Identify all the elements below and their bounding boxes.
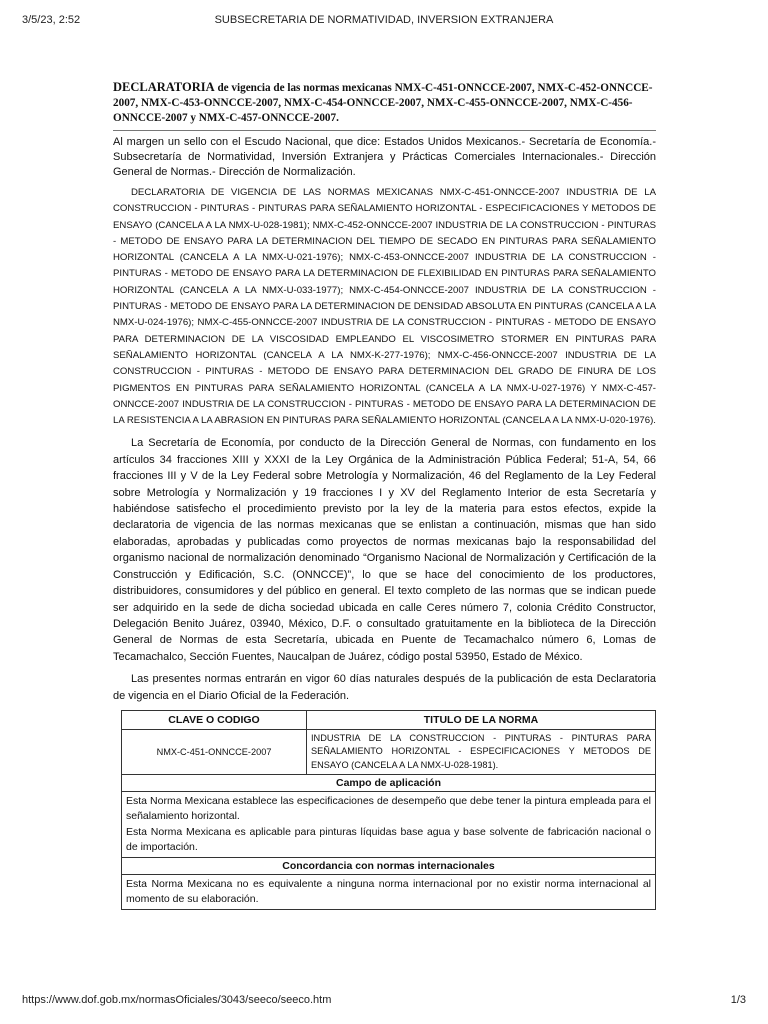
print-header xyxy=(22,14,746,30)
table-row xyxy=(122,729,656,775)
declaration-title xyxy=(113,80,656,131)
campo-heading: Campo de aplicación xyxy=(122,775,656,792)
campo-text-row xyxy=(122,792,656,858)
column-header-titulo: TITULO DE LA NORMA xyxy=(307,710,656,729)
table-header-row xyxy=(122,710,656,729)
body-paragraph-legal-basis: La Secretaría de Economía, por conducto de la Dirección General de Normas, con fundamento en los artículos 34 fracciones XIII y XXXI de la Ley Orgánica de la Administración Pública Federal; 51-A, 54, 66 fracciones III y V de la Ley Federal sobre Metrología y Normalización, 46 del Reglamento de la Ley Federal sobre Metrología y Normalización y 19 fracciones I y XV del Reglamento Interior de esta Secretaría y habiéndose satisfecho el procedimiento previsto por la ley de la materia para estos efectos, expide la declaratoria de vigencia de las normas mexicanas que se enlistan a continuación, mismas que han sido elaboradas, aprobadas y publicadas como proyectos de normas mexicanas bajo la responsabilidad del organismo nacional de normalización denominado “Organismo Nacional de Normalización y Certificación de la Construcción y Edificación, S.C. (ONNCCE)”, lo que se hace del conocimiento de los productores, distribuidores, consumidores y del público en general. El texto completo de las normas que se indican puede ser adquirido en la sede de dicha sociedad ubicada en calle Ceres número 7, colonia Crédito Constructor, Delegación Benito Juárez, 03940, México, D.F. o consultado gratuitamente en la biblioteca de la Dirección General de Normas de esta Secretaría, ubicada en Puente de Tecamachalco número 6, Lomas de Tecamachalco, Sección Fuentes, Naucalpan de Juárez, código postal 53950, Estado de México. xyxy=(113,437,656,663)
print-footer xyxy=(22,994,746,1010)
page-number: 1/3 xyxy=(730,994,746,1006)
concordancia-heading: Concordancia con normas internacionales xyxy=(122,858,656,875)
intro-paragraph: Al margen un sello con el Escudo Nacional, que dice: Estados Unidos Mexicanos.- Secretaría de Economía.- Subsecretaría de Normatividad, Inversión Extranjera y Prácticas Comerciales Internacionales.- Dirección General de Normas.- Dirección de Normalización. xyxy=(113,136,656,178)
concordancia-text: Esta Norma Mexicana no es equivalente a ninguna norma internacional por no existir norma internacional al momento de su elaboración. xyxy=(122,875,656,910)
campo-text-cell xyxy=(122,792,656,858)
page-url: https://www.dof.gob.mx/normasOficiales/3043/seeco/seeco.htm xyxy=(22,994,332,1006)
norms-table xyxy=(121,710,656,911)
print-date: 3/5/23, 2:52 xyxy=(22,14,81,26)
declaration-title-lead: DECLARATORIA xyxy=(113,80,215,94)
declaration-title-rest: de vigencia de las normas mexicanas NMX-C-451-ONNCCE-2007, NMX-C-452-ONNCCE-2007, NMX-C-453-ONNCCE-2007, NMX-C-454-ONNCCE-2007, NMX-C-455-ONNCCE-2007, NMX-C-456-ONNCCE-2007 y NMX-C-457-ONNCCE-2007. xyxy=(113,82,653,124)
declaration-caps-paragraph: DECLARATORIA DE VIGENCIA DE LAS NORMAS MEXICANAS NMX-C-451-ONNCCE-2007 INDUSTRIA DE LA CONSTRUCCION - PINTURAS - PINTURAS PARA SEÑALAMIENTO HORIZONTAL - ESPECIFICACIONES Y METODOS DE ENSAYO (CANCELA A LA NMX-U-028-1981); NMX-C-452-ONNCCE-2007 INDUSTRIA DE LA CONSTRUCCION - PINTURAS - METODO DE ENSAYO PARA LA DETERMINACION DEL TIEMPO DE SECADO EN PINTURAS PARA SEÑALAMIENTO HORIZONTAL (CANCELA A LA NMX-U-021-1976); NMX-C-453-ONNCCE-2007 INDUSTRIA DE LA CONSTRUCCION - PINTURAS - METODO DE ENSAYO PARA LA DETERMINACION DE FLEXIBILIDAD EN PINTURAS PARA SEÑALAMIENTO HORIZONTAL (CANCELA A LA NMX-U-033-1977); NMX-C-454-ONNCCE-2007 INDUSTRIA DE LA CONSTRUCCION - PINTURAS - METODO DE ENSAYO PARA LA DETERMINACION DE DENSIDAD ABSOLUTA EN PINTURAS (CANCELA A LA NMX-U-024-1976); NMX-C-455-ONNCCE-2007 INDUSTRIA DE LA CONSTRUCCION - PINTURAS - METODO DE ENSAYO PARA DETERMINACION DE LA VISCOSIDAD EMPLEANDO EL VISCOSIMETRO STORMER EN PINTURAS PARA SEÑALAMIENTO HORIZONTAL (CANCELA A LA NMX-K-277-1976); NMX-C-456-ONNCCE-2007 INDUSTRIA DE LA CONSTRUCCION - PINTURAS - METODO DE ENSAYO PARA DETERMINACION DEL GRADO DE FINURA DE LOS PIGMENTOS EN PINTURAS PARA SEÑALAMIENTO HORIZONTAL (CANCELA A LA NMX-U-027-1976) Y NMX-C-457-ONNCCE-2007 INDUSTRIA DE LA CONSTRUCCION - PINTURAS - METODO DE ENSAYO PARA LA DETERMINACION DE LA RESISTENCIA A LA ABRASION EN PINTURAS PARA SEÑALAMIENTO HORIZONTAL (CANCELA A LA NMX-U-020-1976). xyxy=(113,187,656,427)
print-title: SUBSECRETARIA DE NORMATIVIDAD, INVERSION EXTRANJERA xyxy=(214,14,554,26)
campo-text-1: Esta Norma Mexicana establece las especificaciones de desempeño que debe tener la pintura empleada para el señalamiento horizontal. xyxy=(126,795,651,822)
campo-heading-row xyxy=(122,775,656,792)
document-content xyxy=(113,80,656,910)
norm-code-cell: NMX-C-451-ONNCCE-2007 xyxy=(122,729,307,775)
concordancia-heading-row xyxy=(122,858,656,875)
campo-text-2: Esta Norma Mexicana es aplicable para pinturas líquidas base agua y base solvente de fabricación nacional o de importación. xyxy=(126,826,651,853)
body-paragraph-effective-date: Las presentes normas entrarán en vigor 60 días naturales después de la publicación de esta Declaratoria de vigencia en el Diario Oficial de la Federación. xyxy=(113,673,656,702)
column-header-clave: CLAVE O CODIGO xyxy=(122,710,307,729)
norm-title-cell: INDUSTRIA DE LA CONSTRUCCION - PINTURAS - PINTURAS PARA SEÑALAMIENTO HORIZONTAL - ESPECIFICACIONES Y METODOS DE ENSAYO (CANCELA A LA NMX-U-028-1981). xyxy=(307,729,656,775)
concordancia-text-row xyxy=(122,875,656,910)
